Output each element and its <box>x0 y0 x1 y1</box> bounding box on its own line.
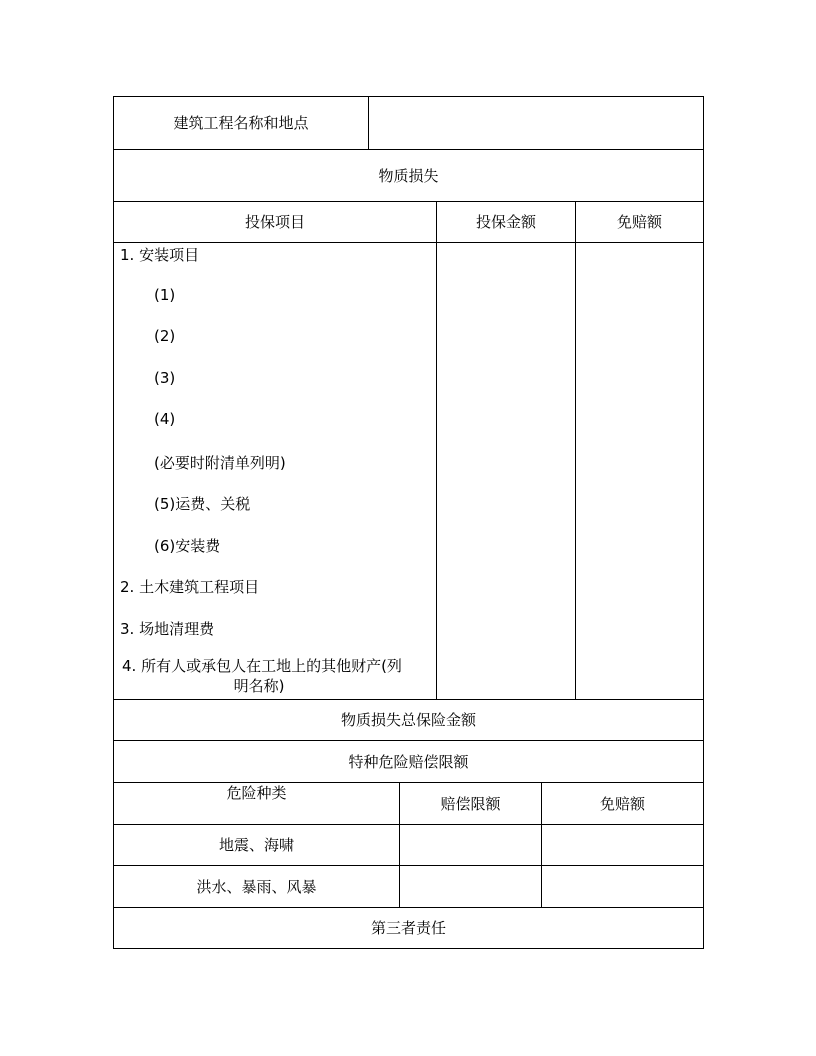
special-risk-title: 特种危险赔偿限额 <box>348 752 469 771</box>
item-other-property-line2: 明名称) <box>233 677 285 696</box>
total-sum-row <box>114 700 703 741</box>
item-civil-engineering: 2. 土木建筑工程项目 <box>120 578 260 596</box>
sub-item-4: (4) <box>154 410 176 428</box>
project-value-field[interactable] <box>368 97 703 149</box>
sub-item-6: (6)安装费 <box>154 537 221 555</box>
sub-item-1: (1) <box>154 286 176 304</box>
column-header-deductible: 免赔额 <box>575 202 703 242</box>
sub-item-2: (2) <box>154 327 176 345</box>
insured-amount-cell[interactable] <box>436 243 575 699</box>
special-risk-header-row <box>114 783 703 825</box>
project-label: 建筑工程名称和地点 <box>173 114 309 132</box>
material-loss-title-row <box>114 150 703 202</box>
material-loss-items-row <box>114 243 703 700</box>
column-header-risk-deductible: 免赔额 <box>541 783 703 824</box>
third-party-title: 第三者责任 <box>370 919 446 937</box>
risk-limit-flood[interactable] <box>399 866 541 907</box>
third-party-row <box>114 908 703 948</box>
special-risk-title-row <box>114 741 703 783</box>
risk-row-flood <box>114 866 703 908</box>
deductible-cell[interactable] <box>575 243 703 699</box>
risk-type-flood: 洪水、暴雨、风暴 <box>196 877 317 896</box>
sub-item-note: (必要时附清单列明) <box>154 454 286 472</box>
risk-type-earthquake: 地震、海啸 <box>218 836 294 854</box>
sub-item-5: (5)运费、关税 <box>154 495 251 513</box>
project-row <box>114 97 703 150</box>
risk-deductible-earthquake[interactable] <box>541 825 703 865</box>
item-site-clearance: 3. 场地清理费 <box>120 620 215 638</box>
risk-deductible-flood[interactable] <box>541 866 703 907</box>
risk-limit-earthquake[interactable] <box>399 825 541 865</box>
material-loss-title: 物质损失 <box>378 166 439 185</box>
column-header-risk-type: 危险种类 <box>226 784 287 802</box>
item-other-property <box>122 656 432 697</box>
material-loss-header-row <box>114 202 703 243</box>
insured-items-list <box>114 243 436 699</box>
sub-item-3: (3) <box>154 369 176 387</box>
insurance-form-table <box>113 96 704 949</box>
item-other-property-line1: 4. 所有人或承包人在工地上的其他财产(列 <box>122 657 402 675</box>
column-header-limit: 赔偿限额 <box>399 783 541 824</box>
column-header-amount: 投保金额 <box>436 202 575 242</box>
total-sum-label: 物质损失总保险金额 <box>340 711 476 729</box>
column-header-item: 投保项目 <box>244 213 305 231</box>
risk-row-earthquake <box>114 825 703 866</box>
item-installation: 1. 安装项目 <box>120 246 200 264</box>
